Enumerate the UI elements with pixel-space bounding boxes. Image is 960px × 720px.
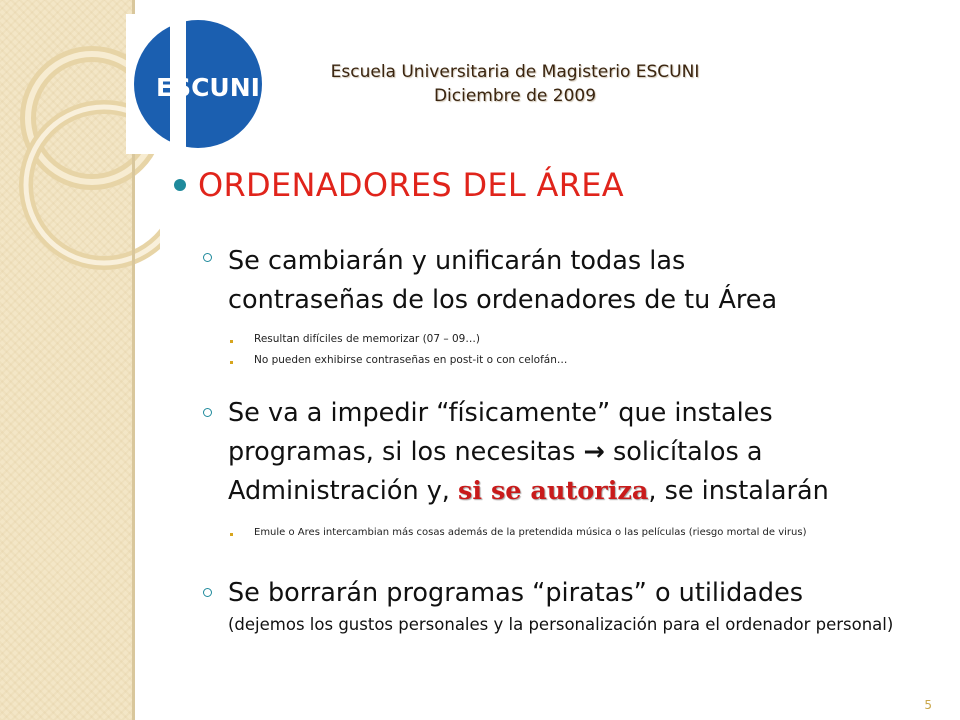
item-1-sub-2: No pueden exhibirse contraseñas en post-it o con celofán… — [254, 354, 568, 366]
item-2-line-2-start: programas, si los necesitas — [228, 437, 576, 467]
ring-bullet-icon — [203, 408, 212, 417]
item-2-line-1: Se va a impedir “físicamente” que instales — [228, 398, 773, 428]
escuni-logo — [126, 14, 266, 154]
item-2-line-2-end: solicítalos a — [612, 437, 763, 467]
sub-bullet-icon — [230, 361, 233, 364]
item-2-line-3-start: Administración y, — [228, 476, 450, 506]
arrow-right-icon: → — [583, 437, 605, 467]
header-date: Diciembre de 2009 — [433, 86, 597, 106]
item-1-line-2: contraseñas de los ordenadores de tu Área — [228, 285, 778, 315]
item-3-line-1: Se borrarán programas “piratas” o utilidades — [228, 578, 804, 608]
ring-bullet-icon — [203, 253, 212, 262]
item-1-line-1: Se cambiarán y unificarán todas las — [228, 246, 686, 276]
item-1-sub-1: Resultan difíciles de memorizar (07 – 09…) — [254, 333, 480, 345]
bullet-item-1 — [228, 242, 777, 320]
item-3-note: (dejemos los gustos personales y la personalización para el ordenador personal) — [228, 615, 894, 634]
sub-bullet-icon — [230, 340, 233, 343]
slide-header — [300, 60, 730, 108]
logo-text: ESCUNI — [156, 73, 260, 102]
item-2-sub-1: Emule o Ares intercambian más cosas además de la pretendida música o las películas (riesgo mortal de virus) — [254, 527, 807, 538]
slide-title: ORDENADORES DEL ÁREA — [198, 166, 624, 204]
bullet-item-3 — [228, 574, 893, 637]
item-2-line-3 — [228, 472, 829, 511]
page-number: 5 — [924, 698, 932, 712]
item-2-line-3-end: , se instalarán — [648, 476, 829, 506]
emphasis-text: si se autoriza — [458, 476, 649, 506]
header-institution: Escuela Universitaria de Magisterio ESCUNI — [330, 62, 700, 82]
bullet-item-2 — [228, 394, 829, 511]
title-bullet-icon — [174, 179, 186, 191]
ring-bullet-icon — [203, 588, 212, 597]
item-2-line-2 — [228, 433, 829, 472]
sub-bullet-icon — [230, 533, 233, 536]
